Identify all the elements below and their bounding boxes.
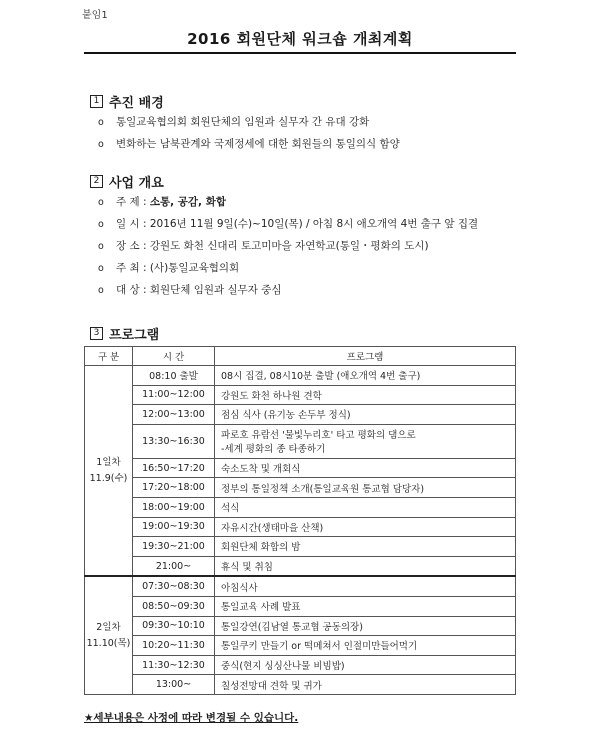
- list-item-text: 대 상 : 회원단체 임원과 실무자 중심: [116, 284, 282, 296]
- day1-date: 11.9(수): [89, 472, 128, 484]
- time-cell: 09:30~10:10: [133, 616, 215, 636]
- time-cell: 19:30~21:00: [133, 537, 215, 557]
- table-row: [85, 458, 516, 478]
- program-cell: 통일강연(김남열 통교협 공동의장): [215, 616, 516, 636]
- program-cell: 강원도 화천 하나원 견학: [215, 385, 516, 405]
- program-cell: 아침식사: [215, 576, 516, 596]
- list-item-text: 변화하는 남북관계와 국제정세에 대한 회원들의 통일의식 함양: [116, 138, 400, 150]
- section-title: 프로그램: [109, 328, 160, 343]
- time-cell: 12:00~13:00: [133, 405, 215, 425]
- day1-cell: [85, 366, 133, 577]
- table-row: [85, 366, 516, 386]
- table-row: [85, 616, 516, 636]
- bullet-mark: o: [98, 197, 104, 208]
- program-cell: 점심 식사 (유기농 손두부 정식): [215, 405, 516, 425]
- table-row: [85, 385, 516, 405]
- list-item: [98, 282, 282, 297]
- header-program: 프로그램: [215, 347, 516, 366]
- day2-date: 11.10(목): [86, 637, 131, 649]
- time-cell: 08:10 출발: [133, 366, 215, 386]
- time-cell: 11:00~12:00: [133, 385, 215, 405]
- title-underline: [84, 52, 516, 54]
- attachment-label: 붙임1: [82, 10, 108, 21]
- section-heading-program: [90, 324, 159, 343]
- program-cell: [215, 424, 516, 458]
- header-time: 시 간: [133, 347, 215, 366]
- program-line: -세계 평화의 종 타종하기: [221, 444, 326, 456]
- section-title: 추진 배경: [109, 96, 164, 111]
- table-row: [85, 537, 516, 557]
- table-row: [85, 596, 516, 616]
- table-row: [85, 405, 516, 425]
- section-title: 사업 개요: [109, 176, 164, 191]
- time-cell: 18:00~19:00: [133, 497, 215, 517]
- document-title: 2016 회원단체 워크숍 개최계획: [187, 30, 413, 48]
- list-item: [98, 260, 239, 275]
- footnote: ★세부내용은 사정에 따라 변경될 수 있습니다.: [84, 712, 299, 724]
- table-row: [85, 636, 516, 656]
- time-cell: 10:20~11:30: [133, 636, 215, 656]
- table-row: [85, 497, 516, 517]
- program-cell: 통일쿠키 만들기 or 떡메쳐서 인절미만들어먹기: [215, 636, 516, 656]
- list-item-text: 일 시 : 2016년 11월 9일(수)~10일(목) / 아침 8시 애오개역 4번 출구 앞 집결: [116, 218, 479, 230]
- table-row: [85, 675, 516, 695]
- time-cell: 13:30~16:30: [133, 424, 215, 458]
- table-header-row: [85, 347, 516, 366]
- program-cell: 칠성전망대 견학 및 귀가: [215, 675, 516, 695]
- time-cell: 16:50~17:20: [133, 458, 215, 478]
- table-row: [85, 576, 516, 596]
- bullet-mark: o: [98, 241, 104, 252]
- table-row: [85, 556, 516, 576]
- time-cell: 13:00~: [133, 675, 215, 695]
- theme-value: 소통, 공감, 화합: [149, 196, 226, 208]
- list-item: [98, 216, 478, 231]
- program-cell: 중식(현지 싱싱산나물 비빔밥): [215, 655, 516, 675]
- list-item-theme: [98, 194, 226, 209]
- section-number-box: 3: [90, 327, 103, 340]
- day1-label: 1일차: [96, 456, 121, 468]
- header-category: 구 분: [85, 347, 133, 366]
- program-schedule-table: [84, 346, 516, 695]
- program-cell: 석식: [215, 497, 516, 517]
- table-row: [85, 517, 516, 537]
- day2-label: 2일차: [96, 621, 121, 633]
- list-item-text: 통일교육협의회 회원단체의 임원과 실무자 간 유대 강화: [116, 116, 370, 128]
- section-number-box: 2: [90, 175, 103, 188]
- day2-cell: [85, 576, 133, 694]
- program-cell: 자유시간(생태마을 산책): [215, 517, 516, 537]
- section-heading-background: [90, 92, 164, 111]
- list-item-text: 장 소 : 강원도 화천 신대리 토고미마을 자연학교(통일・평화의 도시): [116, 240, 429, 252]
- bullet-mark: o: [98, 117, 104, 128]
- time-cell: 07:30~08:30: [133, 576, 215, 596]
- list-item-text: 주 최 : (사)통일교육협의회: [116, 262, 240, 274]
- table-row: [85, 478, 516, 498]
- program-cell: 숙소도착 및 개회식: [215, 458, 516, 478]
- bullet-mark: o: [98, 285, 104, 296]
- time-cell: 17:20~18:00: [133, 478, 215, 498]
- program-line: 파로호 유람선 '물빛누리호' 타고 평화의 댐으로: [221, 430, 416, 442]
- time-cell: 11:30~12:30: [133, 655, 215, 675]
- bullet-mark: o: [98, 263, 104, 274]
- program-cell: 08시 집결, 08시10분 출발 (애오개역 4번 출구): [215, 366, 516, 386]
- bullet-mark: o: [98, 219, 104, 230]
- table-row: [85, 424, 516, 458]
- section-number-box: 1: [90, 95, 103, 108]
- time-cell: 19:00~19:30: [133, 517, 215, 537]
- program-cell: 정부의 통일정책 소개(통일교육원 통교협 담당자): [215, 478, 516, 498]
- time-cell: 08:50~09:30: [133, 596, 215, 616]
- list-item: [98, 238, 429, 253]
- section-heading-overview: [90, 172, 164, 191]
- table-row: [85, 655, 516, 675]
- list-item: [98, 136, 400, 151]
- program-cell: 회원단체 화합의 밤: [215, 537, 516, 557]
- bullet-mark: o: [98, 139, 104, 150]
- program-cell: 통일교육 사례 발표: [215, 596, 516, 616]
- list-item: [98, 114, 369, 129]
- theme-label: 주 제 :: [116, 196, 150, 208]
- time-cell: 21:00~: [133, 556, 215, 576]
- program-cell: 휴식 및 취침: [215, 556, 516, 576]
